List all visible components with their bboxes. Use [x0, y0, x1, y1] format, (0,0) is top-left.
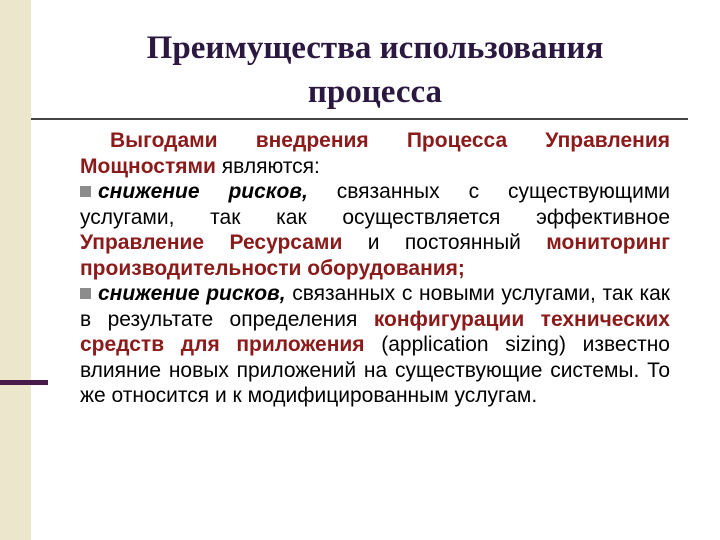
bullet-item-new-services	[80, 281, 670, 409]
left-decor-band	[0, 0, 31, 540]
bullet-item-existing-services	[80, 179, 670, 281]
bullet-1-highlight-1: Управление Ресурсами	[80, 231, 343, 254]
bullet-1-text-2: и постоянный	[342, 231, 547, 254]
bullet-2-lead: снижение рисков,	[98, 282, 286, 305]
bullet-2-text-1: связанных с новыми услугами, так как в результате определения	[80, 282, 670, 331]
intro-paragraph	[80, 128, 670, 179]
square-bullet-icon	[80, 288, 91, 299]
bullet-1-text-1: связанных с существующими услугами, так как осуществляется эффективное	[80, 180, 670, 229]
intro-bold: Выгодами внедрения Процесса Управления Мощностями	[80, 129, 670, 178]
title-line-2: процесса	[307, 74, 443, 110]
bullet-1-highlight-2: мониторинг производительности оборудования;	[80, 231, 670, 280]
left-accent-bar	[0, 380, 48, 385]
title-divider	[31, 118, 688, 120]
title-line-1: Преимущества использования	[146, 30, 604, 66]
slide-title	[60, 26, 690, 114]
bullet-2-highlight-1: конфигурации технических средств для приложения	[80, 307, 670, 356]
bullet-2-text-2: (application sizing) известно влияние новых приложений на существующие системы. То же относится и к модифицированным услугам.	[80, 333, 670, 407]
bullet-1-lead: снижение рисков,	[98, 180, 308, 203]
intro-rest: являются:	[215, 154, 320, 178]
slide-body	[80, 128, 670, 409]
square-bullet-icon	[80, 186, 91, 197]
